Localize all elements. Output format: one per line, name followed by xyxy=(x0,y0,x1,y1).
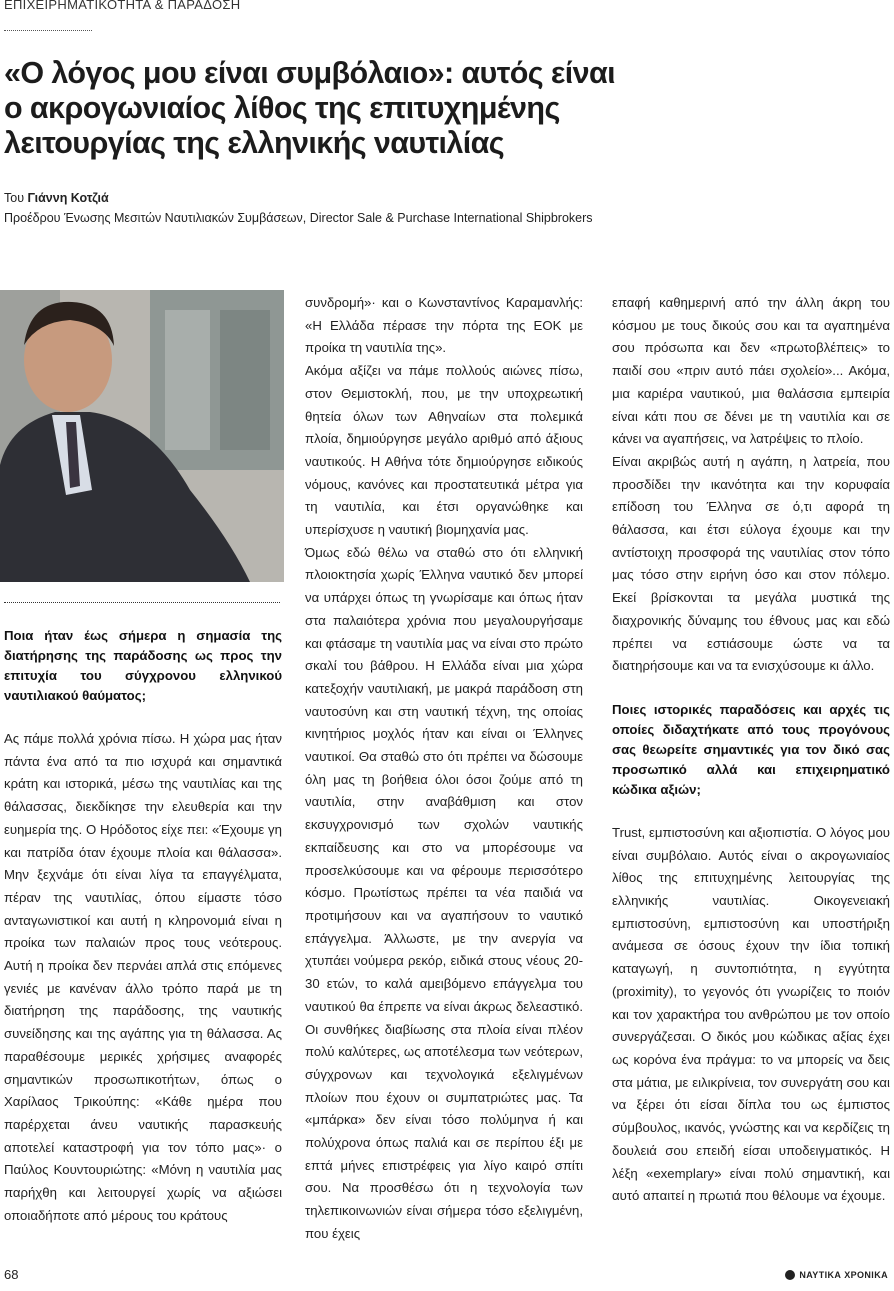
portrait-illustration xyxy=(0,290,284,582)
author-photo xyxy=(0,290,284,582)
answer-paragraph: Είναι ακριβώς αυτή η αγάπη, η λατρεία, που προσδίδει την ικανότητα και την κορυφαία επίδοση του Έλληνα σε ό,τι αφορά τη θάλασσα, και έτσι εύλογα έχουμε και την αντίστοιχη προσφορά της ναυτιλίας στον τόπο μας τόσο στην ειρήνη όσο και στον πόλεμο. Εκεί βρίσκονται τα μεγάλα μυστικά της διαχρονικής δύναμης του έθνους μας και εδώ πρέπει να εστιάσουμε ώστε να τα διατηρήσουμε και να τα ενισχύσουμε κι άλλο. xyxy=(612,453,890,674)
answer-paragraph: Trust, εμπιστοσύνη και αξιοπιστία. Ο λόγος μου είναι συμβόλαιο. Αυτός είναι ο ακρογωνιαίος λίθος της επιτυχημένης λειτουργίας της ελληνικής ναυτιλίας. Οικογενειακή εμπιστοσύνη, εμπιστοσύνη και υποστήριξη ανάμεσα σε όσους έχουν την ίδια τοπική καταγωγή, η συντοπιότητα, η εγγύτητα (proximity), το γεγονός ότι γνωρίζεις το ποιόν και τον χαρακτήρα του ανθρώπου με τον οποίο συνεργάζεσαι. Ο δικός μου κώδικας αξίας έχει ως κορόνα ένα πράγμα: το να μπορείς να δεις στα μάτια, με ειλικρίνεια, τον συνεργάτη σου και να ξέρει ότι είσαι δίπλα του ως έμπιστος σύμβουλος, ικανός, γνώστης και να κερδίζεις τη δουλειά σου επειδή είσαι υποδειγματικός. Η λέξη «exemplary» είναι πολύ σημαντική, και αυτό απαιτεί η πρωτιά που θέλουμε να έχουμε. xyxy=(612,824,890,1204)
answer-paragraph: Όμως εδώ θέλω να σταθώ στο ότι ελληνική πλοιοκτησία χωρίς Έλληνα ναυτικό δεν μπορεί να υπάρχει όπως τη γνωρίσαμε και όπως ήταν στα παλαιότερα χρόνια που μεγαλουργήσαμε και φτάσαμε τη ναυτιλία μας να είναι στο πρώτο σκαλί του βάθρου. Η Ελλάδα είναι μια χώρα κατεξοχήν ναυτιλιακή, με μακρά παράδοση στη ναυτοσύνη και στη ναυτική τέχνη, της οποίας κινητήριος μοχλός ήταν και είναι οι Έλληνες ναυτικοί. Θα σταθώ στο ότι πρέπει να δώσουμε όλη μας τη βοήθεια όλοι όσοι ζούμε από τη ναυτιλία, στην αναβάθμιση και στον εκσυγχρονισμό των σχολών ναυτικής εκπαίδευσης και στο να μπορέσουμε να προσελκύσουμε και να φέρουμε περισσότερο κόσμο. Πρωτίστως πρέπει τα νέα παιδιά να προτιμήσουν και να αγαπήσουν το ναυτικό επάγγελμα. Άλλωστε, με την ανεργία να χτυπάει νούμερα ρεκόρ, ειδικά στους νέους 20-30 ετών, το καλά αμειβόμενο επάγγελμα του ναυτικού θα έπρεπε να είναι άκρως δελεαστικό. Οι συνθήκες διαβίωσης στα πλοία είναι πλέον πολύ καλύτερες, ως αποτέλεσμα των νεότερων, σύγχρονων και τεχνολογικά εξελιγμένων πλοίων που έχουν οι συμπατριώτες μας. Τα «μπάρκα» δεν είναι τόσο πολύμηνα ή και πολύχρονα όπως παλιά και σε περίπου έξι με επτά μήνες επιστρέφεις για λίγο καιρό σπίτι σου. Να προσθέσω ότι η τεχνολογία των τηλεπικοινωνιών είναι σήμερα τόσο εξελιγμένη, που έχεις xyxy=(305,544,583,1241)
answer-paragraph: Ακόμα αξίζει να πάμε πολλούς αιώνες πίσω, στον Θεμιστοκλή, που, με την υποχρεωτική θητεία όλων των Αθηναίων στα πολεμικά πλοία, δημιούργησε μεγάλο αριθμό από άξιους ναυτικούς. Η Αθήνα τότε δημιούργησε ειδικούς νόμους, κανόνες και προστατευτικά μέτρα για τη ναυτιλία, και έτσι οργανώθηκε και υπερίσχυσε η ναυτική βιομηχανία μας. xyxy=(305,363,583,538)
section-divider xyxy=(4,30,92,31)
byline-prefix: Του xyxy=(4,191,28,205)
interview-question-1: Ποια ήταν έως σήμερα η σημασία της διατήρησης της παράδοσης ως προς την επιτυχία του σύγχρονου ελληνικού ναυτιλιακού θαύματος; xyxy=(4,628,282,703)
interview-question-2: Ποιες ιστορικές παραδόσεις και αρχές τις οποίες διδαχτήκατε από τους προγόνους σας θεωρείτε σημαντικές για τον δικό σας προσωπικό αλλά και επιχειρηματικό κώδικα αξιών; xyxy=(612,701,890,797)
answer-paragraph: επαφή καθημερινή από την άλλη άκρη του κόσμου με τους δικούς σου και τα αγαπημένα σου πρόσωπα και δεν «πρωτοβλέπεις» το παιδί σου «πριν αυτό πάει σχολείο»... Ακόμα, μια καριέρα ναυτικού, μια θαλάσσια εμπειρία είναι κάτι που σε δένει με τη ναυτιλία και σε κάνει να αγαπήσεις, να λατρέψεις το πλοίο. xyxy=(612,295,890,447)
column-2 xyxy=(305,292,583,1246)
answer-paragraph: Ας πάμε πολλά χρόνια πίσω. Η χώρα μας ήταν πάντα ένα από τα πιο ισχυρά και σημαντικά κράτη και ιστορικά, μέσω της ναυτιλίας και της θάλασσας, διεκδίκησε την ελευθερία και την ευημερία της. Ο Ηρόδοτος είχε πει: «Έχουμε γη και πατρίδα όταν έχουμε πλοία και θάλασσα». Μην ξεχνάμε ότι είναι λίγα τα επαγγέλματα, πέραν της ναυτιλίας, όπου είμαστε τόσο ανταγωνιστικοί και αυτή η κληρονομιά είναι η προίκα των παλαιών προς τους νεότερους. Αυτή η προίκα δεν περνάει απλά στις επόμενες γενιές με κανέναν άλλο τρόπο παρά με τη διατήρηση της παράδοσης, της ναυτικής συνείδησης και της αγάπης για τη θάλασσα. Ας παραθέσουμε μερικές χρήσιμες αναφορές σημαντικών προσωπικοτήτων, όπως ο Χαρίλαος Τρικούπης: «Κάθε ημέρα που παρέρχεται άνευ ναυτικής παρασκευής αποτελεί καταστροφή για τον τόπο μας»· ο Παύλος Κουντουριώτης: «Μόνη η ναυτιλία μας παρήχθη και λειτουργεί χωρίς να αξιώσει οποιαδήποτε από μέρους του κράτους xyxy=(4,731,282,1223)
section-label: ΕΠΙΧΕΙΡΗΜΑΤΙΚΟΤΗΤΑ & ΠΑΡΑΔΟΣΗ xyxy=(4,0,241,12)
answer-paragraph: συνδρομή»· και ο Κωνσταντίνος Καραμανλής: «Η Ελλάδα πέρασε την πόρτα της ΕΟΚ με προίκα τη ναυτιλία της». xyxy=(305,295,583,356)
author-name: Γιάννη Κοτζιά xyxy=(27,191,109,205)
byline xyxy=(4,191,109,205)
magazine-name: ΝΑΥΤΙΚΑ ΧΡΟΝΙΚΑ xyxy=(799,1270,888,1280)
column-1 xyxy=(4,626,282,1227)
column-3 xyxy=(612,292,890,1208)
page-number: 68 xyxy=(4,1267,19,1282)
photo-divider xyxy=(4,602,280,603)
author-affiliation: Προέδρου Ένωσης Μεσιτών Ναυτιλιακών Συμβάσεων, Director Sale & Purchase International Shipbrokers xyxy=(4,211,593,225)
magazine-logo-icon xyxy=(785,1270,795,1280)
article-title: «Ο λόγος μου είναι συμβόλαιο»: αυτός είναι ο ακρογωνιαίος λίθος της επιτυχημένης λειτουργίας της ελληνικής ναυτιλίας xyxy=(4,56,616,160)
magazine-brand xyxy=(785,1270,888,1280)
